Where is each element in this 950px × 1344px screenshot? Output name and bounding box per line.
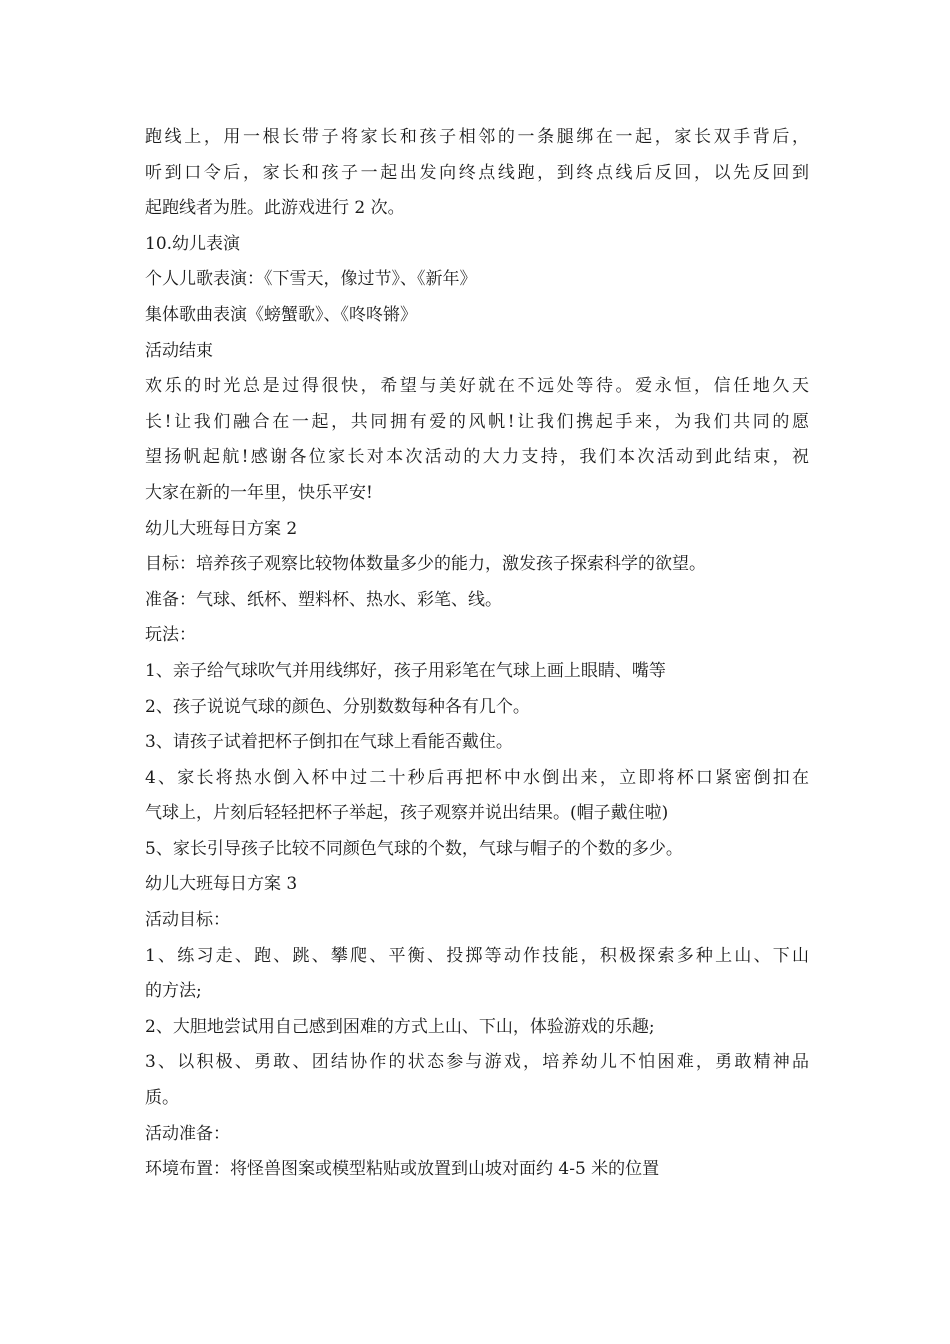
text-line: 10.幼儿表演 bbox=[145, 233, 241, 254]
text-line: 活动目标： bbox=[145, 910, 230, 931]
text-line: 质。 bbox=[145, 1088, 179, 1109]
text-line: 的方法; bbox=[145, 981, 202, 1002]
text-line: 3、请孩子试着把杯子倒扣在气球上看能否戴住。 bbox=[145, 732, 513, 753]
text-line: 目标：培养孩子观察比较物体数量多少的能力，激发孩子探索科学的欲望。 bbox=[145, 554, 706, 575]
text-line: 1、练习走、跑、跳、攀爬、平衡、投掷等动作技能，积极探索多种上山、下山 bbox=[145, 945, 809, 966]
text-line: 玩法： bbox=[145, 625, 196, 646]
text-line: 气球上，片刻后轻轻把杯子举起，孩子观察并说出结果。(帽子戴住啦) bbox=[145, 803, 669, 824]
text-line: 1、亲子给气球吹气并用线绑好，孩子用彩笔在气球上画上眼睛、嘴等 bbox=[145, 660, 666, 681]
document-page bbox=[145, 120, 809, 1188]
text-line: 4、家长将热水倒入杯中过二十秒后再把杯中水倒出来，立即将杯口紧密倒扣在 bbox=[145, 767, 809, 788]
text-line: 集体歌曲表演《螃蟹歌》、《咚咚锵》 bbox=[145, 304, 417, 325]
text-line: 大家在新的一年里，快乐平安! bbox=[145, 482, 373, 503]
text-line: 环境布置：将怪兽图案或模型粘贴或放置到山坡对面约 4-5 米的位置 bbox=[145, 1159, 660, 1180]
text-line: 幼儿大班每日方案 3 bbox=[145, 874, 298, 895]
text-line: 起跑线者为胜。此游戏进行 2 次。 bbox=[145, 198, 405, 219]
text-line: 跑线上，用一根长带子将家长和孩子相邻的一条腿绑在一起，家长双手背后， bbox=[145, 127, 809, 147]
text-line: 个人儿歌表演：《下雪天，像过节》、《新年》 bbox=[145, 269, 477, 290]
text-line: 准备：气球、纸杯、塑料杯、热水、彩笔、线。 bbox=[145, 589, 502, 610]
text-line: 3、以积极、勇敢、团结协作的状态参与游戏，培养幼儿不怕困难，勇敢精神品 bbox=[145, 1052, 809, 1073]
text-line: 2、孩子说说气球的颜色、分别数数每种各有几个。 bbox=[145, 696, 530, 717]
text-line: 活动结束 bbox=[145, 340, 213, 361]
text-line: 欢乐的时光总是过得很快，希望与美好就在不远处等待。爱永恒，信任地久天 bbox=[145, 376, 809, 397]
text-line: 长!让我们融合在一起，共同拥有爱的风帆!让我们携起手来，为我们共同的愿 bbox=[145, 411, 809, 432]
text-line: 2、大胆地尝试用自己感到困难的方式上山、下山，体验游戏的乐趣; bbox=[145, 1016, 655, 1037]
text-line: 幼儿大班每日方案 2 bbox=[145, 518, 298, 539]
text-line: 望扬帆起航!感谢各位家长对本次活动的大力支持，我们本次活动到此结束，祝 bbox=[145, 447, 809, 468]
text-line: 活动准备： bbox=[145, 1123, 230, 1144]
text-line: 听到口令后，家长和孩子一起出发向终点线跑，到终点线后反回，以先反回到 bbox=[145, 162, 809, 183]
text-line: 5、家长引导孩子比较不同颜色气球的个数，气球与帽子的个数的多少。 bbox=[145, 838, 683, 859]
